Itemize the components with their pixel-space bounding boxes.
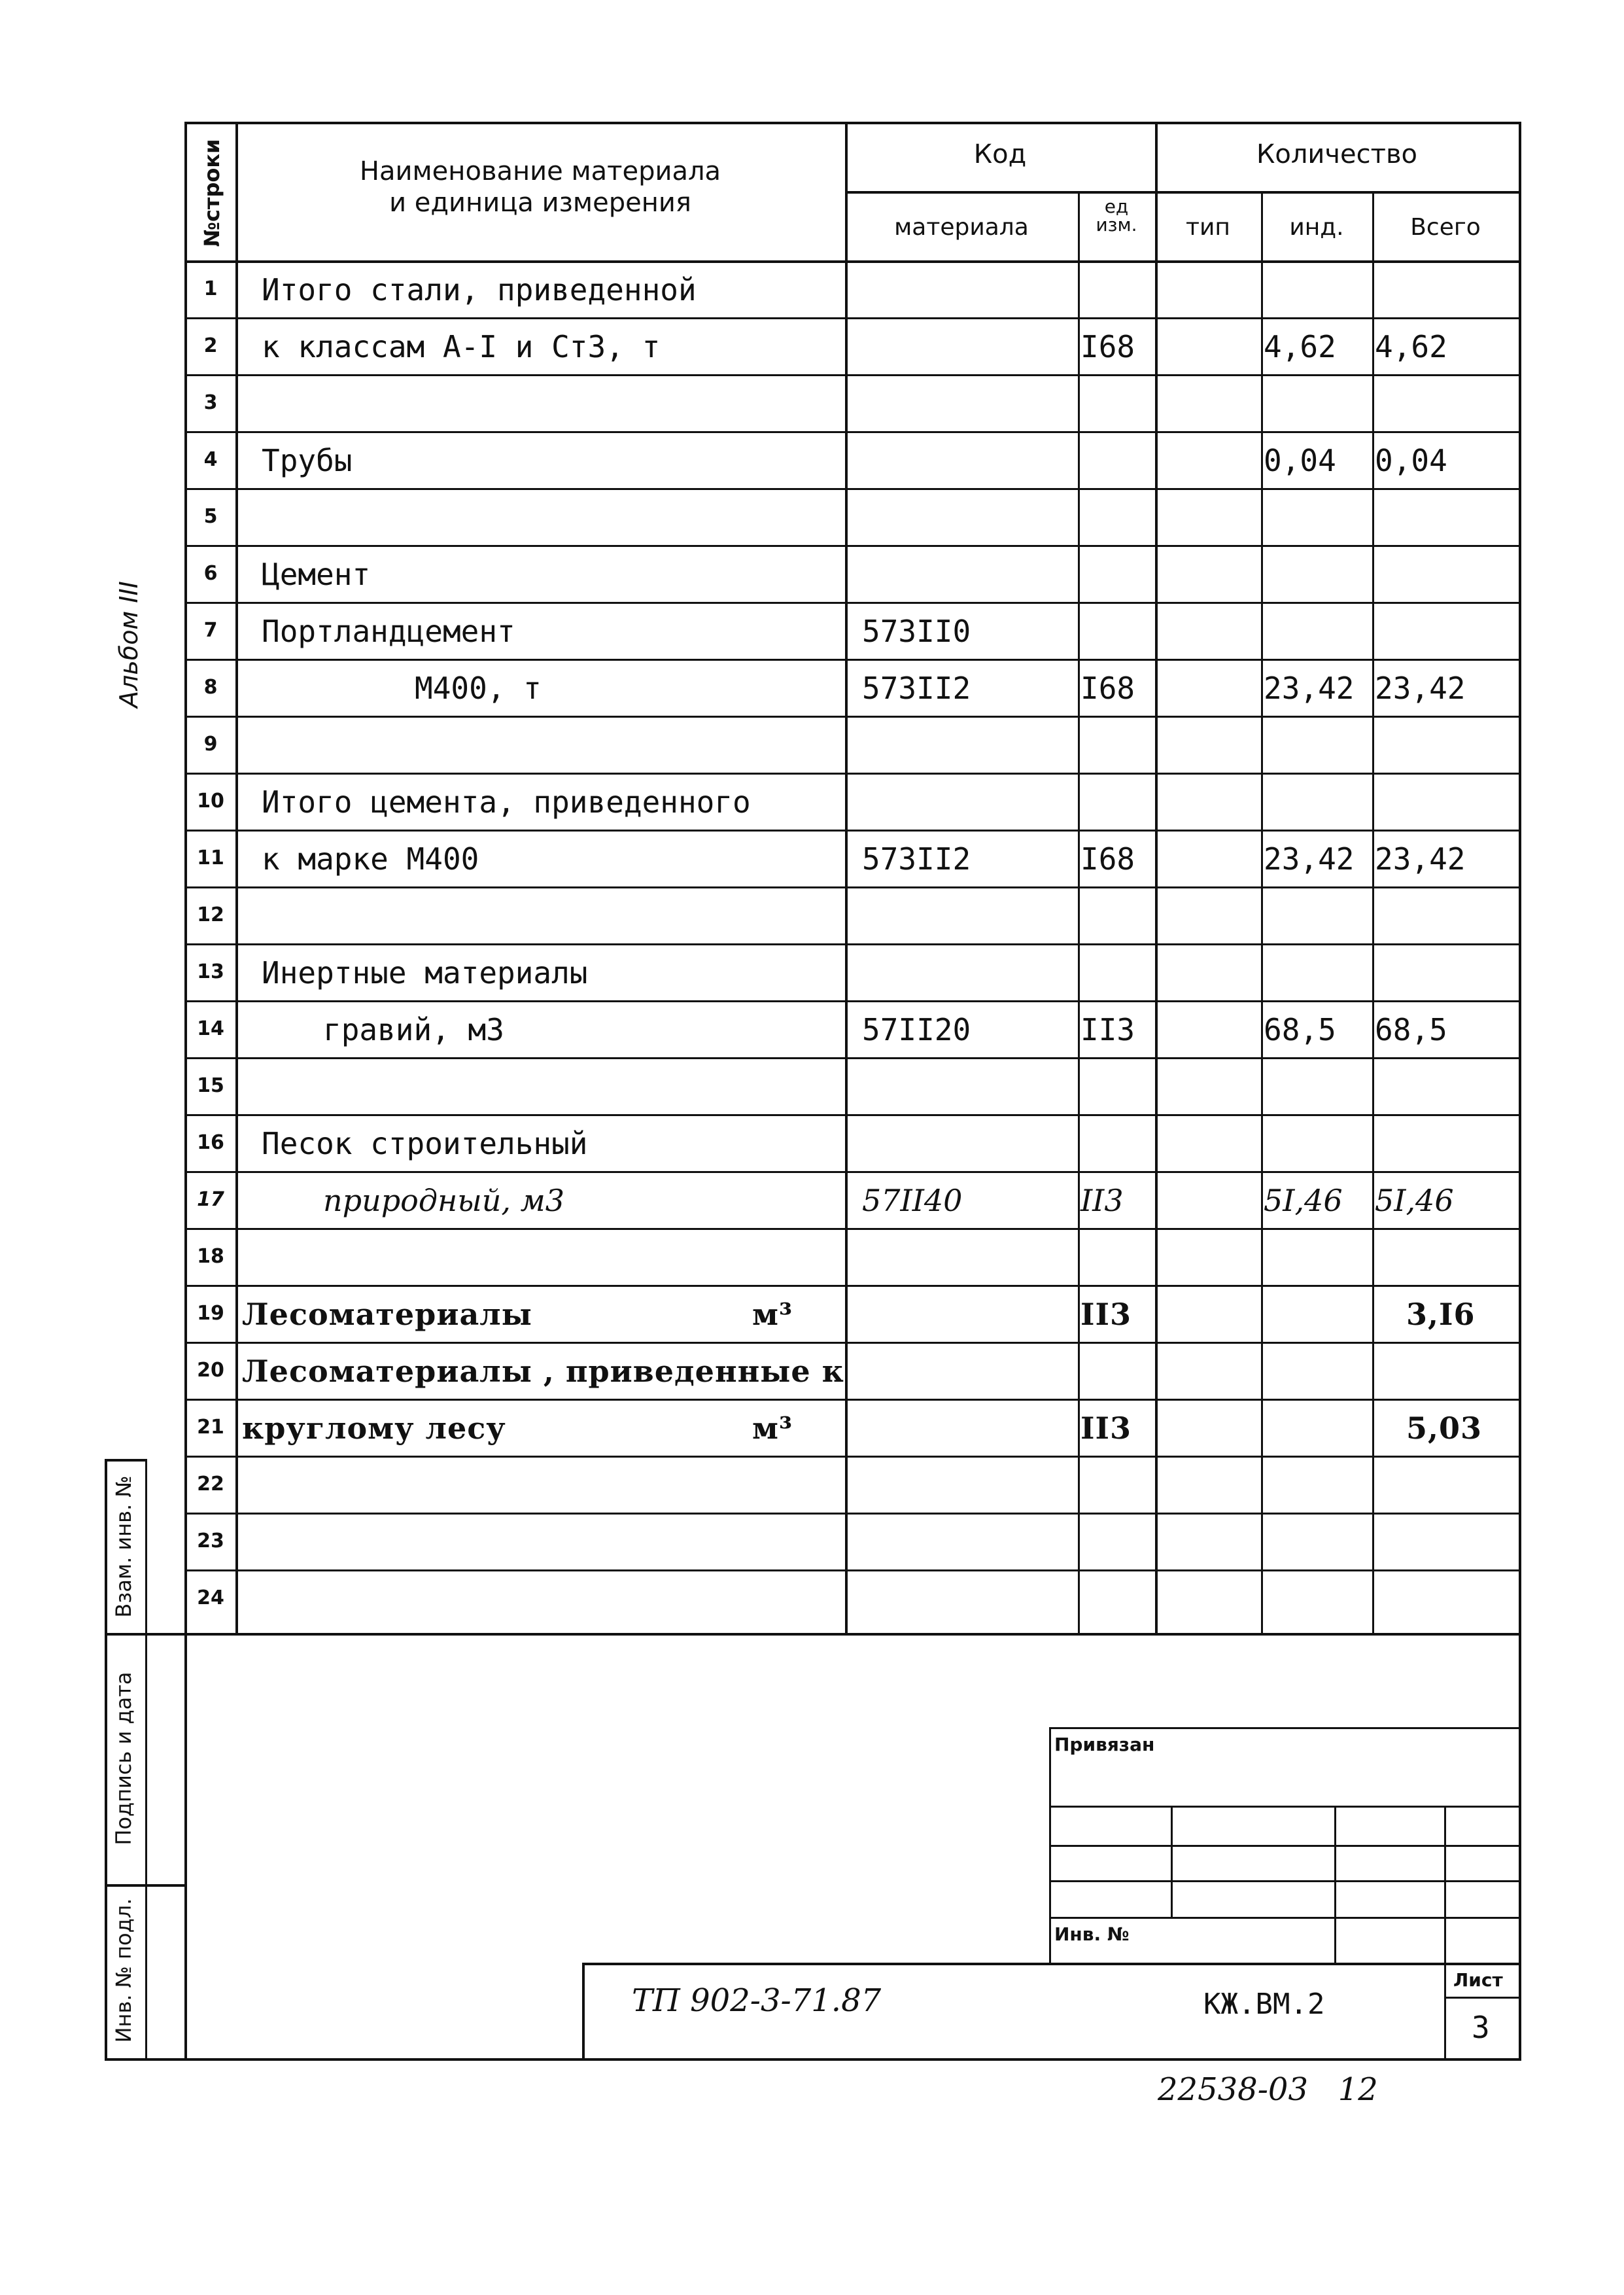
- stamp-sheet-label: Лист: [1453, 1969, 1503, 1991]
- row-number: 13: [197, 960, 224, 983]
- side-label-podpis: Подпись и дата: [111, 1672, 136, 1846]
- col-divider-name: [845, 122, 848, 1633]
- col-divider-code-unit: [1078, 191, 1080, 1633]
- row-name: гравий, м3: [323, 1012, 504, 1047]
- stamp-privyazan-label: Привязан: [1054, 1734, 1155, 1755]
- stamp-sheet-number: 3: [1472, 2010, 1490, 2045]
- row-number: 11: [197, 847, 224, 869]
- row-unit-suffix: м³: [752, 1297, 793, 1332]
- row-qty-total: 23,42: [1375, 841, 1466, 877]
- stamp-priv-col3: [1444, 1806, 1446, 1963]
- row-qty-total: 4,62: [1375, 329, 1447, 364]
- row-divider: [184, 1399, 1521, 1401]
- row-number: 21: [197, 1416, 224, 1439]
- row-name: круглому лесу: [242, 1410, 506, 1446]
- row-name: Песок строительный: [262, 1126, 588, 1161]
- row-divider: [184, 374, 1521, 376]
- row-name: Цемент: [262, 557, 371, 592]
- row-qty-total: 3,I6: [1406, 1297, 1476, 1332]
- row-divider: [184, 545, 1521, 547]
- row-divider: [184, 1513, 1521, 1515]
- row-number: 24: [197, 1586, 224, 1609]
- row-material-code: 573II2: [862, 841, 971, 877]
- stamp-inv-no-label: Инв. №: [1054, 1923, 1130, 1945]
- row-number: 20: [197, 1359, 224, 1382]
- row-number: 7: [203, 619, 218, 642]
- row-divider: [184, 1569, 1521, 1571]
- row-unit-code: II3: [1080, 1410, 1132, 1446]
- side-strip-bottom: [105, 2058, 1521, 2061]
- header-name: Наименование материала и единица измерения: [359, 156, 721, 218]
- row-qty-total: 5,03: [1406, 1410, 1483, 1446]
- row-number: 5: [203, 505, 218, 528]
- row-divider: [184, 431, 1521, 433]
- header-quantity: Количество: [1256, 139, 1417, 169]
- row-unit-suffix: м³: [752, 1410, 793, 1446]
- row-qty-total: 68,5: [1375, 1012, 1447, 1047]
- row-number: 14: [197, 1017, 224, 1040]
- row-name: М400, т: [415, 671, 542, 706]
- side-strip-left: [105, 1459, 107, 2058]
- header-code-unit: ед изм.: [1096, 196, 1137, 236]
- header-code: Код: [973, 139, 1027, 169]
- row-qty-ind: 5I,46: [1264, 1183, 1343, 1218]
- side-label-vzam: Взам. инв. №: [111, 1475, 136, 1618]
- row-divider: [184, 1057, 1521, 1059]
- stamp-main-top: [582, 1963, 1521, 1965]
- row-qty-total: 23,42: [1375, 671, 1466, 706]
- row-divider: [184, 1456, 1521, 1458]
- row-material-code: 573II2: [862, 671, 971, 706]
- stamp-priv-top: [1049, 1727, 1521, 1729]
- side-strip-mid: [145, 1459, 147, 2058]
- stamp-priv-row2: [1049, 1845, 1521, 1847]
- row-unit-code: II3: [1080, 1297, 1132, 1332]
- row-name: к марке М400: [262, 841, 479, 877]
- row-divider: [184, 602, 1521, 604]
- stamp-priv-row1: [1049, 1806, 1521, 1808]
- row-unit-code: I68: [1080, 329, 1135, 364]
- row-divider: [184, 773, 1521, 775]
- stamp-sheet-mid: [1444, 1997, 1521, 1999]
- row-name: Инертные материалы: [262, 955, 588, 990]
- row-number: 3: [203, 391, 218, 414]
- row-unit-code: II3: [1080, 1012, 1135, 1047]
- footer-document-number: 22538-03 12: [1158, 2071, 1378, 2108]
- side-strip-div1: [105, 1633, 187, 1636]
- row-qty-ind: 23,42: [1264, 841, 1355, 877]
- header-qty-total: Всего: [1410, 214, 1481, 241]
- header-divider-sub: [845, 191, 1521, 194]
- stamp-sheet-code: КЖ.ВМ.2: [1203, 1988, 1325, 2021]
- header-code-material: материала: [894, 214, 1029, 241]
- row-name: Лесоматериалы: [242, 1297, 532, 1332]
- row-number: 22: [197, 1473, 224, 1496]
- row-unit-code: I68: [1080, 671, 1135, 706]
- handwritten-album-label: Альбом III: [114, 581, 143, 708]
- row-number: 4: [203, 448, 218, 471]
- stamp-priv-row3: [1049, 1880, 1521, 1882]
- row-number: 1: [203, 277, 218, 300]
- header-row-number: №строки: [199, 139, 224, 247]
- stamp-sheet-left: [1444, 1963, 1446, 2058]
- row-qty-total: 0,04: [1375, 443, 1447, 478]
- row-number: 9: [203, 733, 218, 756]
- row-qty-ind: 4,62: [1264, 329, 1336, 364]
- row-unit-code: II3: [1080, 1183, 1124, 1218]
- header-qty-type: тип: [1186, 214, 1230, 241]
- row-name: Итого стали, приведенной: [262, 272, 697, 307]
- row-divider: [184, 943, 1521, 945]
- row-material-code: 573II0: [862, 614, 971, 649]
- col-divider-ind: [1372, 191, 1374, 1633]
- row-number: 12: [197, 903, 224, 926]
- row-number: 2: [203, 334, 218, 357]
- row-divider: [184, 716, 1521, 718]
- row-material-code: 57II20: [862, 1012, 971, 1047]
- row-name: Трубы: [262, 443, 353, 478]
- row-number: 18: [197, 1245, 224, 1268]
- row-divider: [184, 1000, 1521, 1002]
- row-qty-total: 5I,46: [1375, 1183, 1454, 1218]
- row-divider: [184, 1228, 1521, 1230]
- row-divider: [184, 1285, 1521, 1287]
- row-divider: [184, 830, 1521, 832]
- header-qty-ind: инд.: [1289, 214, 1344, 241]
- row-unit-code: I68: [1080, 841, 1135, 877]
- row-name: Итого цемента, приведенного: [262, 784, 751, 820]
- row-divider: [184, 1114, 1521, 1116]
- col-divider-type: [1261, 191, 1263, 1633]
- row-number: 8: [203, 676, 218, 699]
- row-number: 17: [197, 1188, 224, 1211]
- row-qty-ind: 68,5: [1264, 1012, 1336, 1047]
- stamp-project-number: ТП 902-3-71.87: [632, 1982, 882, 2019]
- row-name: Портландцемент: [262, 614, 515, 649]
- row-qty-ind: 23,42: [1264, 671, 1355, 706]
- table-bottom-border: [184, 1633, 1521, 1636]
- row-divider: [184, 886, 1521, 888]
- row-divider: [184, 1171, 1521, 1173]
- row-number: 15: [197, 1074, 224, 1097]
- stamp-priv-col2: [1334, 1806, 1336, 1963]
- row-number: 10: [197, 790, 224, 813]
- row-divider: [184, 488, 1521, 490]
- row-number: 19: [197, 1302, 224, 1325]
- row-divider: [184, 659, 1521, 661]
- row-number: 23: [197, 1530, 224, 1552]
- row-material-code: 57II40: [862, 1183, 963, 1218]
- right-border: [1519, 122, 1521, 2058]
- col-divider-code-qty: [1155, 122, 1158, 1633]
- stamp-priv-col1: [1171, 1806, 1173, 1917]
- row-divider: [184, 317, 1521, 319]
- side-label-inv-podl: Инв. № подл.: [111, 1898, 136, 2043]
- row-name: природный, м3: [323, 1183, 565, 1218]
- header-bottom-border: [184, 260, 1521, 263]
- stamp-main-left: [582, 1963, 585, 2058]
- row-divider: [184, 1342, 1521, 1344]
- table-top-border: [184, 122, 1521, 124]
- row-number: 6: [203, 562, 218, 585]
- row-name: Лесоматериалы , приведенные к: [242, 1354, 844, 1389]
- row-number: 16: [197, 1131, 224, 1154]
- row-name: к классам А-I и Ст3, т: [262, 329, 661, 364]
- row-qty-ind: 0,04: [1264, 443, 1336, 478]
- stamp-priv-row4: [1049, 1917, 1521, 1919]
